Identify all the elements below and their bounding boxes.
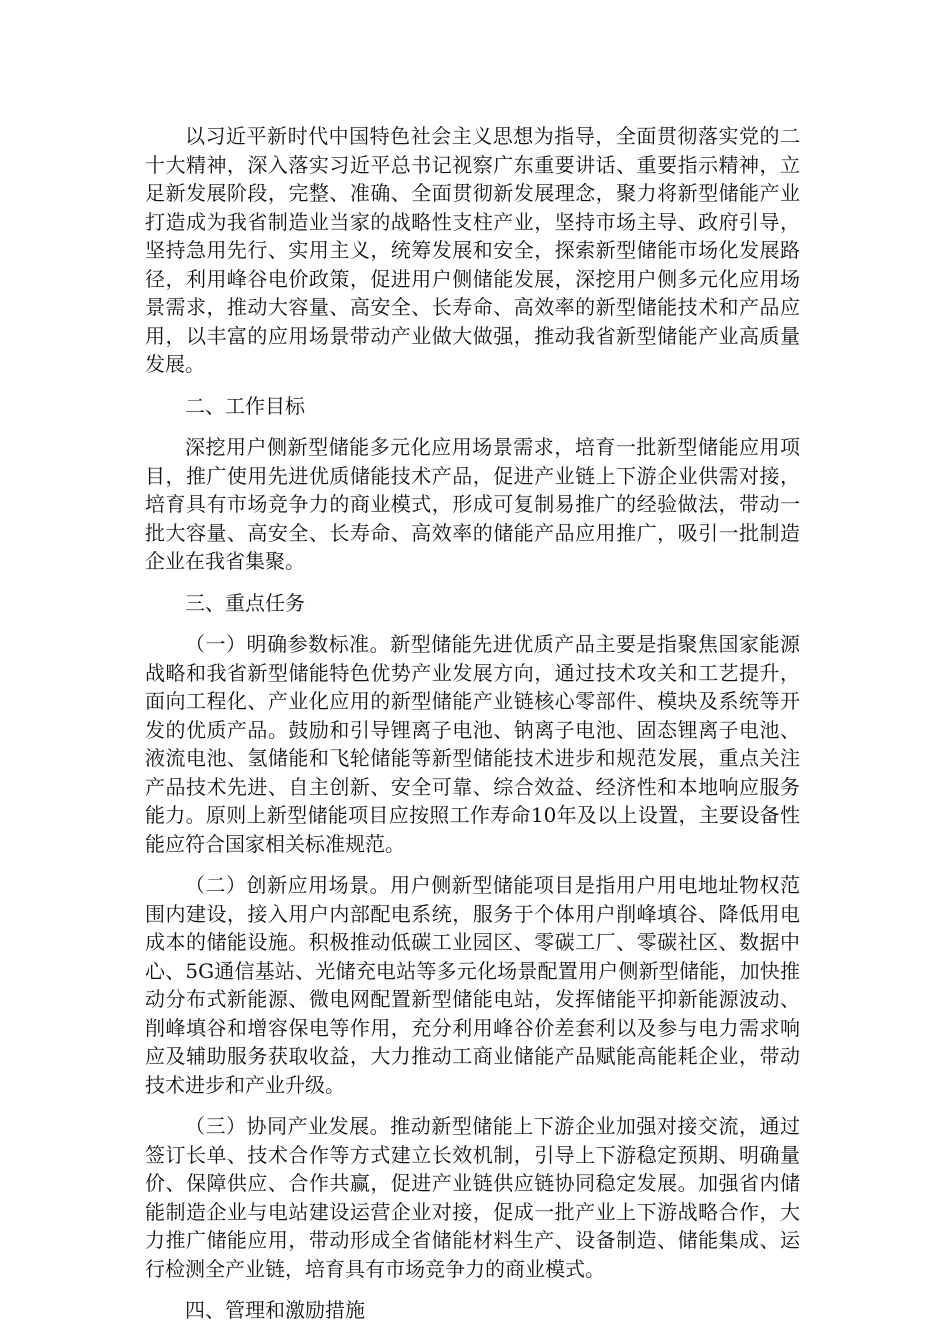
paragraph-application-scenarios: （二）创新应用场景。用户侧新型储能项目是指用户用电地址物权范围内建设，接入用户内部配电系统，服务于个体用户削峰填谷、降低用电成本的储能设施。积极推动低碳工业园区、零碳工厂、零碳社区、数据中心、5G通信基站、光储充电站等多元化场景配置用户侧新型储能，加快推动分布式新能源、微电网配置新型储能电站，发挥储能平抑新能源波动、削峰填谷和增容保电等作用，充分利用峰谷价差套利以及参与电力需求响应及辅助服务获取收益，大力推动工商业储能产品赋能高能耗企业，带动技术进步和产业升级。: [145, 873, 800, 1097]
section-heading-management-incentives: 四、管理和激励措施: [185, 1298, 365, 1322]
paragraph-industry-coordination: （三）协同产业发展。推动新型储能上下游企业加强对接交流，通过签订长单、技术合作等方式建立长效机制，引导上下游稳定预期、明确量价、保障供应、合作共赢，促进产业链供应链协同稳定发展。加强省内储能制造企业与电站建设运营企业对接，促成一批产业上下游战略合作，大力推广储能应用，带动形成全省储能材料生产、设备制造、储能集成、运行检测全产业链，培育具有市场竞争力的商业模式。: [145, 1114, 800, 1281]
paragraph-guiding-ideology: 以习近平新时代中国特色社会主义思想为指导，全面贯彻落实党的二十大精神，深入落实习近平总书记视察广东重要讲话、重要指示精神，立足新发展阶段，完整、准确、全面贯彻新发展理念，聚力将新型储能产业打造成为我省制造业当家的战略性支柱产业，坚持市场主导、政府引导，坚持急用先行、实用主义，统筹发展和安全，探索新型储能市场化发展路径，利用峰谷电价政策，促进用户侧储能发展，深挖用户侧多元化应用场景需求，推动大容量、高安全、长寿命、高效率的新型储能技术和产品应用，以丰富的应用场景带动产业做大做强，推动我省新型储能产业高质量发展。: [145, 124, 800, 376]
paragraph-parameter-standards: （一）明确参数标准。新型储能先进优质产品主要是指聚焦国家能源战略和我省新型储能特色优势产业发展方向，通过技术攻关和工艺提升，面向工程化、产业化应用的新型储能产业链核心零部件、模块及系统等开发的优质产品。鼓励和引导锂离子电池、钠离子电池、固态锂离子电池、液流电池、氢储能和飞轮储能等新型储能技术进步和规范发展，重点关注产品技术先进、自主创新、安全可靠、综合效益、经济性和本地响应服务能力。原则上新型储能项目应按照工作寿命10年及以上设置，主要设备性能应符合国家相关标准规范。: [145, 632, 800, 856]
section-heading-key-tasks: 三、重点任务: [185, 590, 305, 615]
section-heading-work-goals: 二、工作目标: [185, 393, 305, 418]
document-page: [145, 122, 800, 1338]
paragraph-work-goals: 深挖用户侧新型储能多元化应用场景需求，培育一批新型储能应用项目，推广使用先进优质储能技术产品，促进产业链上下游企业供需对接，培育具有市场竞争力的商业模式，形成可复制易推广的经验做法，带动一批大容量、高安全、长寿命、高效率的储能产品应用推广，吸引一批制造企业在我省集聚。: [145, 435, 800, 573]
